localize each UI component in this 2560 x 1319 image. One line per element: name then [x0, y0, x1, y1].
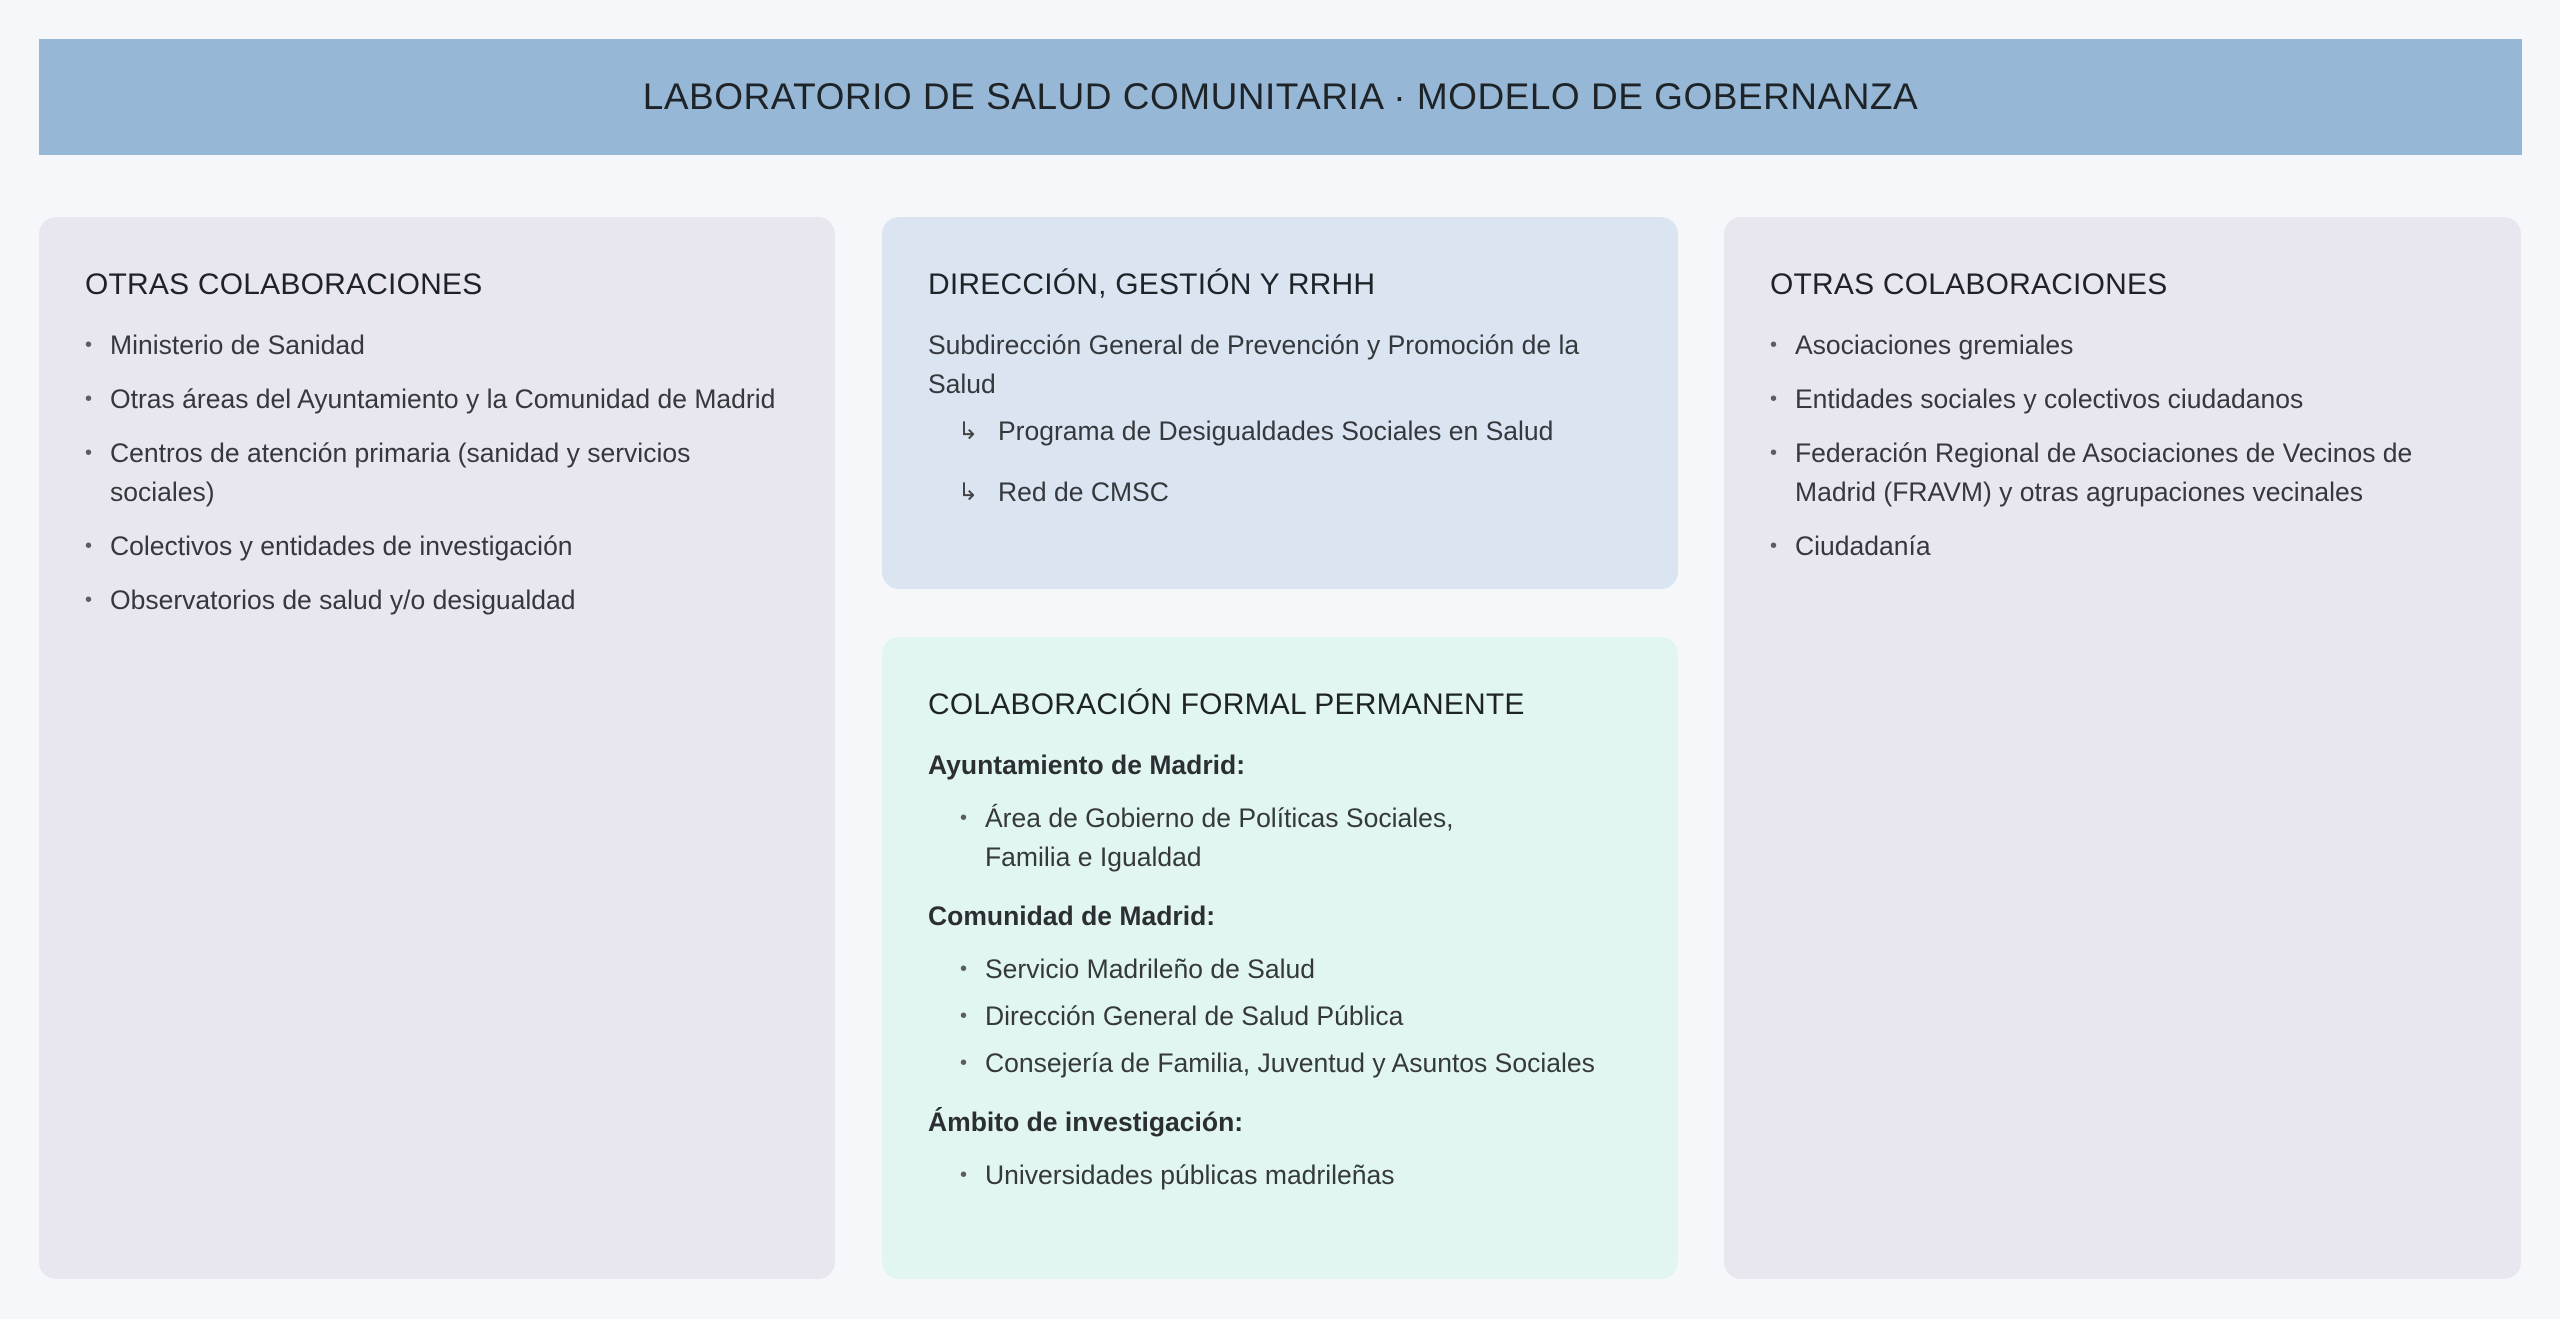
list-item: • Observatorios de salud y/o desigualdad: [85, 581, 789, 620]
management-panel: [882, 217, 1678, 589]
list-item: • Asociaciones gremiales: [1770, 326, 2475, 365]
group-list: [960, 1156, 1632, 1195]
list-item: • Servicio Madrileño de Salud: [960, 950, 1632, 989]
list-item: • Entidades sociales y colectivos ciudadanos: [1770, 380, 2475, 419]
group-title: Ayuntamiento de Madrid:: [928, 750, 1246, 780]
page-header: [39, 39, 2522, 155]
group-list: [960, 950, 1632, 1083]
list-item: • Ciudadanía: [1770, 527, 2475, 566]
list-item: • Ministerio de Sanidad: [85, 326, 789, 365]
list-item-label: Programa de Desigualdades Sociales en Salud: [998, 416, 1554, 446]
list-item: [928, 412, 1632, 451]
list-item: • Universidades públicas madrileñas: [960, 1156, 1632, 1195]
formal-collaboration-panel: [882, 637, 1678, 1279]
management-subtitle: Subdirección General de Prevención y Promoción de la Salud: [928, 330, 1580, 399]
management-panel-title: DIRECCIÓN, GESTIÓN Y RRHH: [928, 268, 1376, 301]
list-item: • Colectivos y entidades de investigación: [85, 527, 789, 566]
list-item-label: Red de CMSC: [998, 477, 1169, 507]
left-collaborations-list: [85, 326, 789, 620]
arrow-icon: ↳: [958, 479, 979, 506]
list-item: [928, 473, 1632, 512]
right-panel-title: OTRAS COLABORACIONES: [1770, 268, 2168, 301]
management-programs-list: [928, 412, 1632, 512]
list-item: • Área de Gobierno de Políticas Sociales, Familia e Igualdad: [960, 799, 1455, 877]
group-title: Ámbito de investigación:: [928, 1107, 1244, 1137]
left-panel-title: OTRAS COLABORACIONES: [85, 268, 483, 301]
left-collaborations-panel: [39, 217, 835, 1279]
list-item: • Federación Regional de Asociaciones de Vecinos de Madrid (FRAVM) y otras agrupaciones vecinales: [1770, 434, 2435, 512]
list-item: • Otras áreas del Ayuntamiento y la Comunidad de Madrid: [85, 380, 789, 419]
group-list: [960, 799, 1632, 877]
arrow-icon: ↳: [958, 418, 979, 445]
list-item: • Consejería de Familia, Juventud y Asuntos Sociales: [960, 1044, 1632, 1083]
formal-collaboration-title: COLABORACIÓN FORMAL PERMANENTE: [928, 688, 1525, 721]
list-item: • Centros de atención primaria (sanidad y servicios sociales): [85, 434, 750, 512]
page-title: LABORATORIO DE SALUD COMUNITARIA · MODELO DE GOBERNANZA: [642, 76, 1919, 117]
group-title: Comunidad de Madrid:: [928, 901, 1216, 931]
right-collaborations-list: [1770, 326, 2475, 566]
list-item: • Dirección General de Salud Pública: [960, 997, 1632, 1036]
right-collaborations-panel: [1724, 217, 2521, 1279]
